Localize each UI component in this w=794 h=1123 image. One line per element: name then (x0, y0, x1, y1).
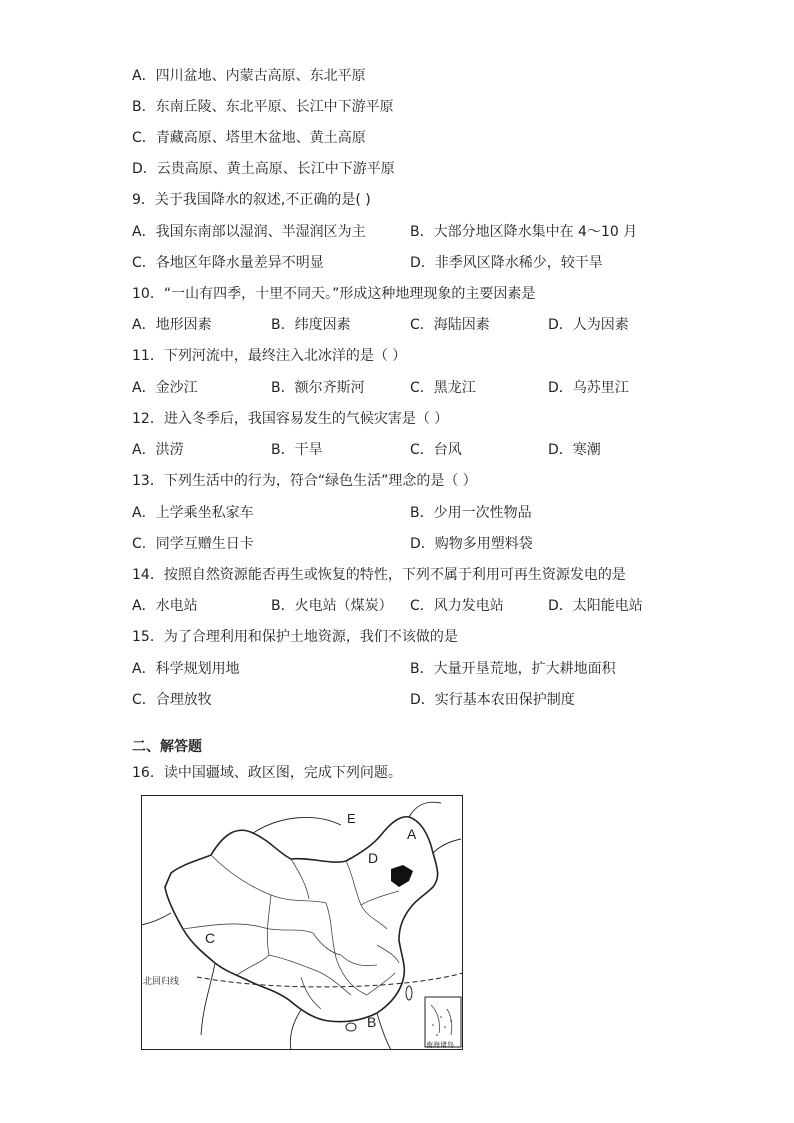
map-label-inset: 南海诸岛 (426, 1041, 454, 1049)
q10-stem: 10．“一山有四季，十里不同天。”形成这种地理现象的主要因素是 (132, 286, 536, 302)
q10-option-a: A．地形因素 (132, 317, 212, 333)
q8-option-c: C．青藏高原、塔里木盆地、黄土高原 (132, 130, 366, 146)
q11-option-c: C．黑龙江 (410, 380, 476, 396)
q12-option-a: A．洪涝 (132, 442, 184, 458)
q12-option-c: C．台风 (410, 442, 462, 458)
q13-stem: 13．下列生活中的行为，符合“绿色生活”理念的是（ ） (132, 473, 477, 489)
q15-option-a: A．科学规划用地 (132, 661, 240, 677)
q9-option-c: C．各地区年降水量差异不明显 (132, 255, 324, 271)
q14-option-a: A．水电站 (132, 598, 198, 614)
q10-option-c: C．海陆因素 (410, 317, 490, 333)
q14-option-c: C．风力发电站 (410, 598, 504, 614)
q13-option-b: B．少用一次性物品 (410, 505, 532, 521)
map-label-c: C (205, 930, 216, 946)
q13-option-a: A．上学乘坐私家车 (132, 505, 254, 521)
map-label-b: B (367, 1014, 377, 1030)
q8-option-a: A．四川盆地、内蒙古高原、东北平原 (132, 68, 366, 84)
q16-stem: 16．读中国疆域、政区图，完成下列问题。 (132, 765, 402, 781)
section-title: 二、解答题 (132, 739, 202, 755)
map-label-a: A (407, 826, 417, 842)
q9-option-a: A．我国东南部以湿润、半湿润区为主 (132, 224, 366, 240)
q12-option-b: B．干旱 (271, 442, 323, 458)
q13-option-d: D．购物多用塑料袋 (410, 536, 533, 552)
q12-stem: 12．进入冬季后，我国容易发生的气候灾害是（ ） (132, 411, 449, 427)
q9-stem: 9．关于我国降水的叙述,不正确的是( ) (132, 192, 371, 208)
q13-option-c: C．同学互赠生日卡 (132, 536, 254, 552)
china-map (141, 795, 463, 1050)
map-label-d: D (368, 850, 379, 866)
q11-option-d: D．乌苏里江 (548, 380, 629, 396)
q10-option-d: D．人为因素 (548, 317, 629, 333)
q11-option-b: B．额尔齐斯河 (271, 380, 365, 396)
q11-option-a: A．金沙江 (132, 380, 198, 396)
q10-option-b: B．纬度因素 (271, 317, 351, 333)
q15-option-b: B．大量开垦荒地，扩大耕地面积 (410, 661, 616, 677)
q12-option-d: D．寒潮 (548, 442, 601, 458)
q14-option-d: D．太阳能电站 (548, 598, 643, 614)
q11-stem: 11．下列河流中，最终注入北冰洋的是（ ） (132, 348, 407, 364)
q15-stem: 15．为了合理利用和保护土地资源，我们不该做的是 (132, 629, 458, 645)
q15-option-d: D．实行基本农田保护制度 (410, 692, 575, 708)
q14-stem: 14．按照自然资源能否再生或恢复的特性，下列不属于利用可再生资源发电的是 (132, 567, 626, 583)
map-label-tropic: 北回归线 (143, 977, 180, 987)
q15-option-c: C．合理放牧 (132, 692, 212, 708)
map-label-e: E (347, 811, 356, 826)
q9-option-d: D．非季风区降水稀少，较干旱 (410, 255, 603, 271)
q8-option-d: D．云贵高原、黄土高原、长江中下游平原 (132, 161, 395, 177)
q8-option-b: B．东南丘陵、东北平原、长江中下游平原 (132, 99, 394, 115)
q14-option-b: B．火电站（煤炭） (271, 598, 393, 614)
q9-option-b: B．大部分地区降水集中在 4～10 月 (410, 224, 638, 240)
